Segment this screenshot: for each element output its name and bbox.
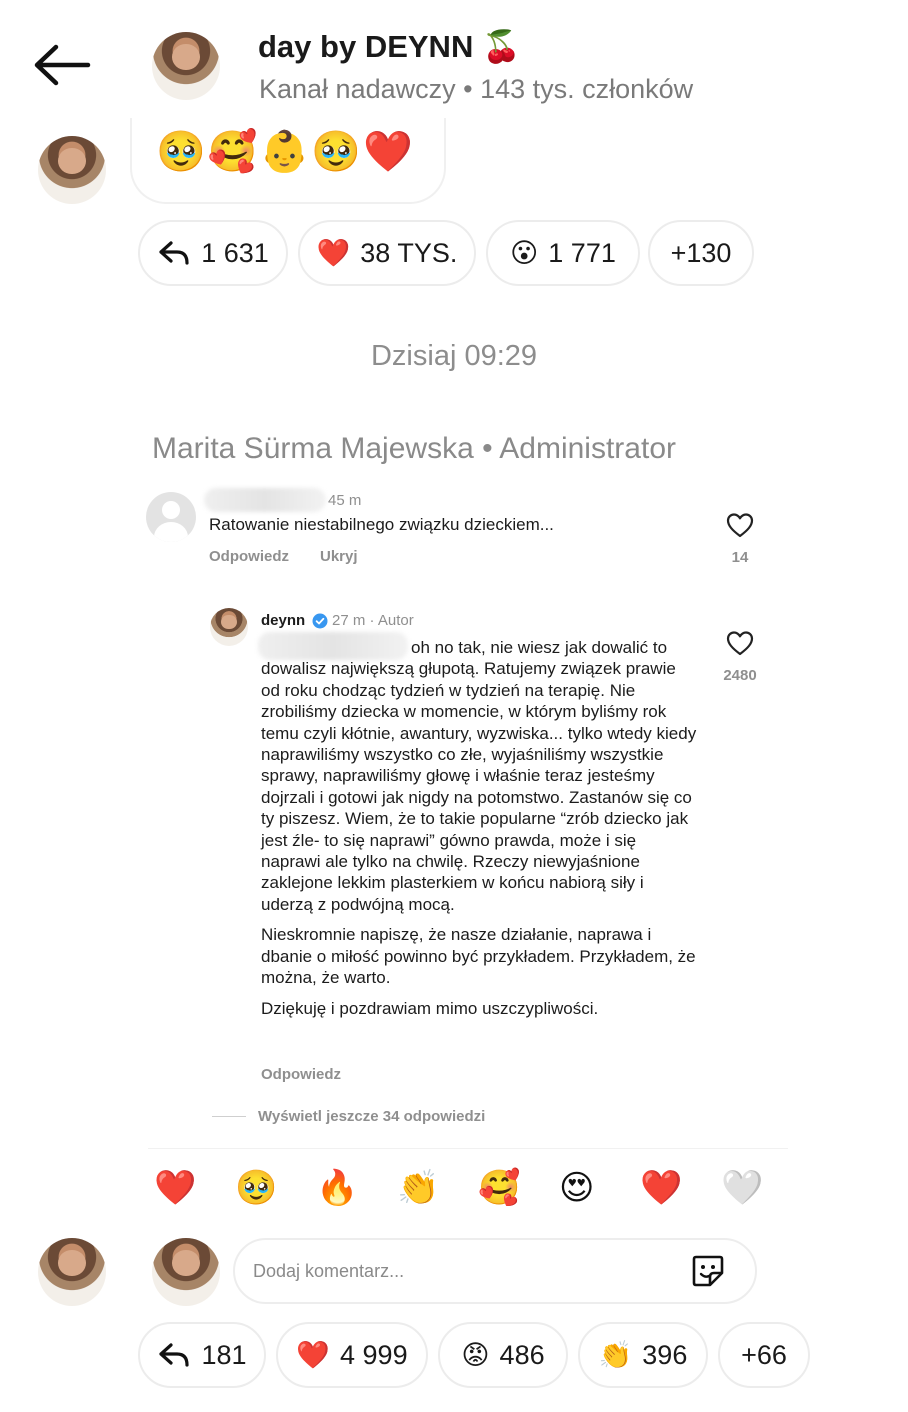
commenter-self-avatar — [152, 1238, 220, 1306]
comment-time: 45 m — [328, 492, 362, 509]
reply-text — [261, 637, 697, 1028]
back-arrow-icon[interactable] — [30, 40, 92, 90]
reaction-pill-clap[interactable] — [578, 1322, 708, 1388]
reaction-count: +130 — [670, 237, 732, 268]
reply-paragraph: oh no tak, nie wiesz jak dowalić to dowalisz największą głupotą. Ratujemy związek prawie od roku chodząc tydzień w tydzień na terapię. Nie zrobiliśmy dziecka w momencie, w którym byliśmy rok temu czyli kłótnie, awantury, wyzwiska... tylko wtedy kiedy naprawiliśmy wszystko co złe, wyjaśniliśmy wszystkie sprawy, naprawiliśmy głowę i właśnie teraz jesteśmy dojrzali i gotowi jak nigdy na potomstwo. Zastanów się co ty piszesz. Wiem, że to takie popularne “zrób dziecko jak jest źle- to się naprawi” gówno prawda, może i się naprawi ale tylko na chwilę. Rzeczy niewyjaśnione zaklejone lekkim plasterkiem w końcu nabiorą siły i uderzą z podwójną mocą. — [261, 638, 697, 914]
reaction-pill-more[interactable] — [648, 220, 754, 286]
comment-like-count: 14 — [731, 549, 749, 566]
comment-text: Ratowanie niestabilnego związku dzieckiem... — [209, 515, 554, 534]
date-separator: Dzisiaj 09:29 — [370, 340, 538, 372]
sender-avatar — [38, 136, 106, 204]
section-divider — [148, 1148, 788, 1149]
reaction-pill-more[interactable] — [718, 1322, 810, 1388]
reply-reply-button[interactable]: Odpowiedz — [261, 1066, 341, 1083]
reaction-pill-angry[interactable] — [438, 1322, 568, 1388]
comment-input-placeholder: Dodaj komentarz... — [253, 1260, 405, 1281]
reply-like-count: 2480 — [723, 667, 757, 684]
channel-avatar[interactable] — [152, 32, 220, 100]
clapping-hands-icon: 👏 — [598, 1340, 633, 1371]
reaction-pill-heart[interactable] — [298, 220, 476, 286]
message-author: Marita Sürma Majewska • Administrator — [152, 432, 676, 465]
reaction-count: 486 — [499, 1339, 545, 1370]
angry-face-icon: 😡 — [461, 1339, 490, 1371]
commenter-avatar — [146, 492, 196, 542]
reaction-pill-replies[interactable] — [138, 220, 288, 286]
sticker-icon[interactable] — [690, 1253, 726, 1289]
reaction-pill-wow[interactable] — [486, 220, 640, 286]
reply-arrow-icon — [157, 1341, 191, 1369]
verified-badge-icon — [312, 613, 328, 629]
channel-subtitle: Kanał nadawczy • 143 tys. członków — [259, 74, 694, 104]
channel-title[interactable]: day by DEYNN 🍒 — [258, 29, 521, 64]
quick-reaction-hearts-face[interactable]: 🥰 — [478, 1168, 521, 1208]
reaction-count: +66 — [741, 1339, 787, 1370]
quick-reaction-red-heart[interactable]: ❤️ — [640, 1168, 683, 1208]
reaction-count: 1 771 — [548, 237, 616, 268]
reaction-count: 4 999 — [340, 1339, 408, 1370]
quick-reaction-pleading[interactable]: 🥹 — [235, 1168, 278, 1208]
heart-icon: ❤️ — [296, 1340, 331, 1371]
blurred-username — [204, 488, 326, 512]
comment-input[interactable] — [233, 1238, 757, 1304]
sender-avatar — [38, 1238, 106, 1306]
reaction-pill-replies[interactable] — [138, 1322, 266, 1388]
reaction-count: 181 — [201, 1339, 247, 1370]
reply-paragraph: Nieskromnie napiszę, że nasze działanie, naprawa i dbanie o miłość powinno być przykładem. Przykładem, że można, że warto. — [261, 925, 696, 988]
comment-reply-button[interactable]: Odpowiedz — [209, 548, 289, 565]
reaction-count: 38 TYS. — [360, 237, 458, 268]
reply-arrow-icon — [157, 239, 191, 267]
like-heart-icon[interactable] — [726, 512, 754, 538]
reaction-count: 396 — [642, 1339, 688, 1370]
quick-reaction-white-heart[interactable]: 🤍 — [721, 1168, 764, 1208]
surprised-face-icon: 😮 — [510, 237, 539, 269]
reply-username[interactable]: deynn — [261, 612, 306, 629]
reaction-pill-heart[interactable] — [276, 1322, 428, 1388]
quick-reaction-clap[interactable]: 👏 — [397, 1168, 440, 1208]
heart-icon: ❤️ — [316, 238, 351, 269]
like-heart-icon[interactable] — [726, 630, 754, 656]
quick-reaction-heart[interactable]: ❤️ — [154, 1168, 197, 1208]
quick-reaction-heart-eyes[interactable]: 😍 — [559, 1168, 595, 1208]
reply-paragraph: Dziękuję i pozdrawiam mimo uszczypliwości. — [261, 998, 599, 1018]
reply-avatar — [210, 608, 248, 646]
message-emojis: 🥹🥰👶🥹❤️ — [156, 129, 416, 175]
view-more-replies-link[interactable]: Wyświetl jeszcze 34 odpowiedzi — [258, 1108, 486, 1125]
view-more-divider — [212, 1116, 246, 1117]
reaction-count: 1 631 — [201, 237, 269, 268]
comment-hide-button[interactable]: Ukryj — [320, 548, 358, 565]
quick-reaction-fire[interactable]: 🔥 — [316, 1168, 359, 1208]
reply-meta: 27 m · Autor — [332, 612, 414, 629]
